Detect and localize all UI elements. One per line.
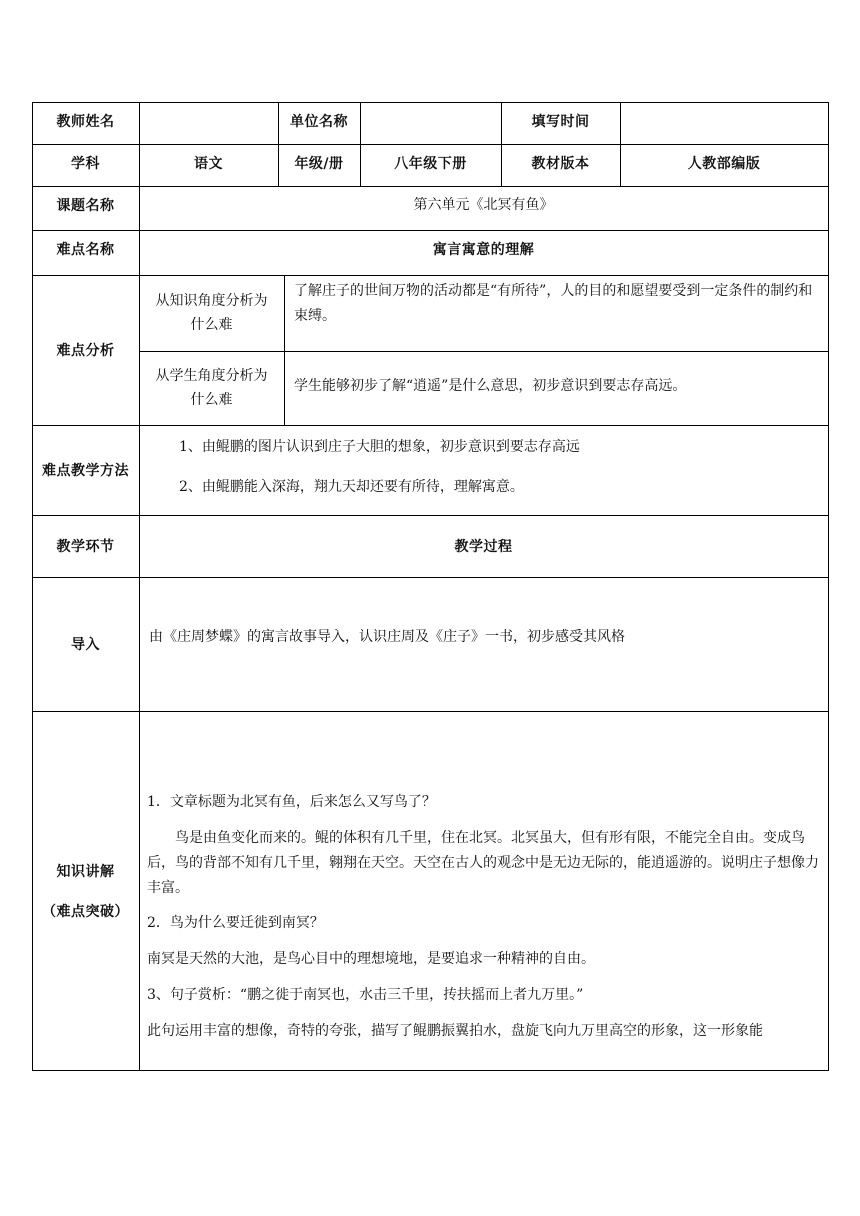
rule-bottom [32,1070,829,1071]
knowledge-answer: 鸟是由鱼变化而来的。鲲的体积有几千里，住在北冥。北冥虽大，但有形有限，不能完全自由。变成鸟后，鸟的背部不知有几千里，翱翔在天空。天空在古人的观念中是无边无际的，能逍遥游的。说明庄子想像力丰富。 [147,830,819,896]
method-item: 1、由鲲鹏的图片认识到庄子大胆的想象，初步意识到要志存高远 [179,439,580,455]
method-label: 难点教学方法 [42,463,129,479]
knowledge-question: 3、句子赏析：“鹏之徙于南冥也，水击三千里，抟扶摇而上者九万里。” [147,987,584,1003]
subject-label: 学科 [71,156,100,172]
analysis-student-label: 从学生角度分析为什么难 [155,368,268,408]
analysis-student-text: 学生能够初步了解“逍遥”是什么意思，初步意识到要志存高远。 [294,378,687,394]
intro-label: 导入 [71,637,100,653]
edition-label: 教材版本 [531,156,590,172]
knowledge-answer: 南冥是天然的大池，是鸟心目中的理想境地，是要追求一种精神的自由。 [147,951,595,967]
knowledge-label: 知识讲解 [56,863,115,880]
grade-label: 年级/册 [294,156,344,172]
difficulty-label: 难点名称 [56,242,115,258]
grade-value: 八年级下册 [394,156,467,172]
knowledge-question: 1．文章标题为北冥有鱼，后来怎么又写鸟了？ [147,794,436,810]
fill-date-value [620,102,828,144]
knowledge-label-sub: （难点突破） [42,903,129,920]
topic-value: 第六单元《北冥有鱼》 [413,197,554,213]
teacher-name-label: 教师姓名 [56,114,115,130]
analysis-knowledge-text: 了解庄子的世间万物的活动都是“有所待”，人的目的和愿望要受到一定条件的制约和束缚。 [294,283,813,324]
analysis-label: 难点分析 [56,343,115,359]
lesson-plan-table [32,102,829,1071]
knowledge-answer: 此句运用丰富的想像，奇特的夸张，描写了鲲鹏振翼拍水，盘旋飞向九万里高空的形象，这一形象能 [147,1023,763,1039]
unit-name-label: 单位名称 [290,114,348,130]
intro-text: 由《庄周梦蝶》的寓言故事导入，认识庄周及《庄子》一书，初步感受其风格 [149,629,625,645]
unit-name-value [360,102,501,144]
fill-date-label: 填写时间 [531,114,590,130]
rule-right [828,102,829,1071]
process-step-label: 教学环节 [56,539,115,555]
knowledge-question: 2．鸟为什么要迁徙到南冥？ [147,915,324,931]
knowledge-content [147,790,823,1043]
process-header-value: 教学过程 [454,539,513,555]
rule-row7 [32,577,829,578]
analysis-knowledge-label: 从知识角度分析为什么难 [155,293,268,333]
difficulty-value: 寓言寓意的理解 [432,242,535,258]
edition-value: 人教部编版 [687,156,761,172]
topic-label: 课题名称 [56,198,115,214]
rule-row5 [32,425,829,426]
teacher-name-value [139,102,278,144]
rule-row8 [32,711,829,712]
method-item: 2、由鲲鹏能入深海，翔九天却还要有所待，理解寓意。 [179,479,524,495]
subject-value: 语文 [194,156,223,172]
knowledge-label-cell [32,711,139,1070]
method-list [179,427,819,507]
rule-analysis-col [284,275,285,425]
